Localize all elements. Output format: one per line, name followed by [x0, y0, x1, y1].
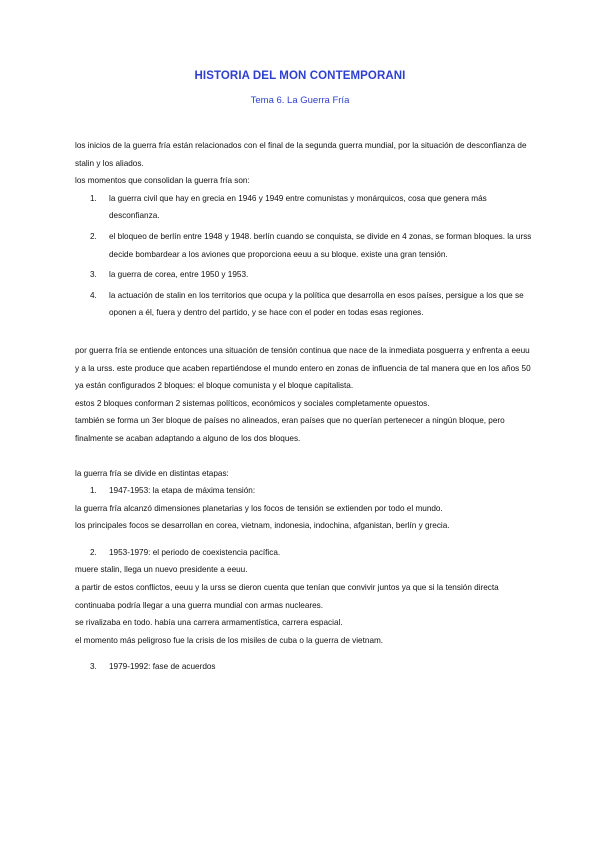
spacer — [75, 535, 535, 544]
document-title: HISTORIA DEL MON CONTEMPORANI — [194, 70, 406, 82]
list-number: 1. — [90, 193, 97, 203]
stage-title: 1979-1992: fase de acuerdos — [109, 662, 216, 672]
intro-paragraph: los inicios de la guerra fría están relacionados con el final de la segunda guerra mundial, por la situación de desconfianza de stalin y los aliados. — [75, 141, 527, 168]
stage-heading — [75, 544, 535, 562]
list-item — [75, 287, 535, 322]
document-subtitle: Tema 6. La Guerra Fría — [250, 95, 350, 106]
list-item-text: la actuación de stalin en los territorios que ocupa y la política que desarrolla en esos países, persigue a los que se oponen a él, fuera y dentro del partido, y se hace con el poder en todas esas regiones. — [109, 290, 524, 318]
stage-paragraph: el momento más peligroso fue la crisis de los misiles de cuba o la guerra de vietnam. — [75, 635, 384, 645]
stage-paragraph: a partir de estos conflictos, eeuu y la urss se dieron cuenta que tenían que convivir juntos ya que si la tensión directa continuaba podría llegar a una guerra mundial con armas nucleares. — [75, 583, 499, 610]
list-item-text: el bloqueo de berlín entre 1948 y 1948. berlín cuando se conquista, se divide en 4 zonas, se forman bloques. la urss decide bombardear a los aviones que proporciona eeuu a su bloque. existe una gran tensión. — [109, 231, 532, 259]
list-number: 3. — [90, 270, 97, 280]
stage-title: 1953-1979: el periodo de coexistencia pacífica. — [109, 547, 281, 557]
stage-number: 3. — [90, 662, 97, 672]
stage-heading — [75, 658, 535, 676]
list-number: 2. — [90, 231, 97, 241]
list-number: 4. — [90, 290, 97, 300]
document-body — [75, 137, 535, 676]
stage-heading — [75, 482, 535, 500]
stages-intro: la guerra fría se divide en distintas etapas: — [75, 468, 229, 478]
stage-paragraph: se rivalizaba en todo. había una carrera armamentística, carrera espacial. — [75, 618, 343, 628]
non-aligned-paragraph: también se forma un 3er bloque de países no alineados, eran países que no querían pertenecer a ningún bloque, pero finalmente se acaban adaptando a alguno de los dos bloques. — [75, 416, 505, 443]
intro-moments-lead: los momentos que consolidan la guerra fría son: — [75, 176, 250, 186]
spacer — [75, 649, 535, 658]
stage-number: 1. — [90, 486, 97, 496]
list-item-text: la guerra civil que hay en grecia en 1946 y 1949 entre comunistas y monárquicos, cosa que genera más desconfianza. — [109, 193, 487, 221]
list-item-text: la guerra de corea, entre 1950 y 1953. — [109, 270, 249, 280]
spacer — [75, 448, 535, 465]
stage-paragraph: muere stalin, llega un nuevo presidente a eeuu. — [75, 565, 248, 575]
blocks-paragraph: estos 2 bloques conforman 2 sistemas políticos, económicos y sociales completamente opuestos. — [75, 398, 430, 408]
spacer — [75, 325, 535, 342]
stage-paragraph: la guerra fría alcanzó dimensiones planetarias y los focos de tensión se extienden por todo el mundo. — [75, 503, 443, 513]
moments-list — [75, 190, 535, 322]
stage-title: 1947-1953: la etapa de máxima tensión: — [109, 486, 256, 496]
stage-number: 2. — [90, 547, 97, 557]
definition-paragraph: por guerra fría se entiende entonces una situación de tensión continua que nace de la inmediata posguerra y enfrenta a eeuu y a la urss. este produce que acaben repartiéndose el mundo entero en zonas de influencia de tal manera que en los años 50 ya están configurados 2 bloques: el bloque comunista y el bloque capitalista. — [75, 345, 531, 391]
list-item — [75, 266, 535, 284]
list-item — [75, 190, 535, 225]
stage-paragraph: los principales focos se desarrollan en corea, vietnam, indonesia, indochina, afganistan, berlín y grecia. — [75, 521, 450, 531]
list-item — [75, 228, 535, 263]
